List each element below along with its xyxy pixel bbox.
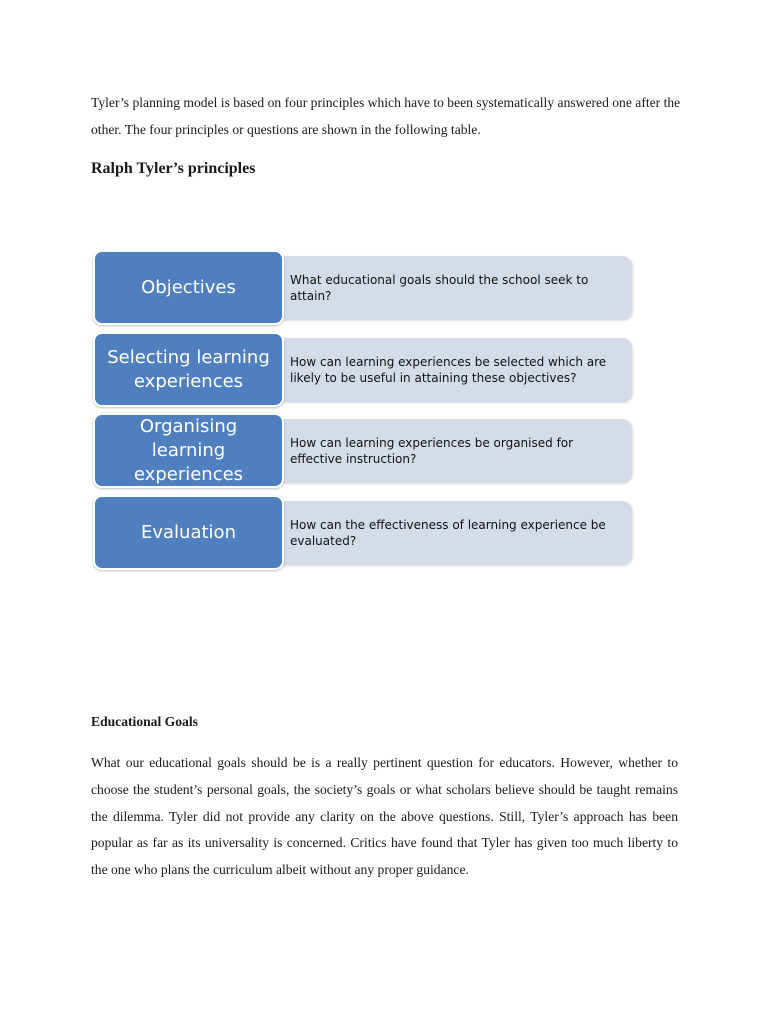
principle-question-objectives: What educational goals should the school seek to attain?	[270, 256, 632, 320]
principle-label-selecting: Selecting learning experiences	[93, 332, 284, 407]
principle-question-selecting: How can learning experiences be selected which are likely to be useful in attaining these objectives?	[270, 338, 632, 402]
intro-paragraph: Tyler’s planning model is based on four principles which have to been systematically answered one after the other. The four principles or questions are shown in the following table.	[91, 95, 681, 137]
educational-goals-heading: Educational Goals	[91, 714, 198, 729]
principles-heading: Ralph Tyler’s principles	[91, 160, 256, 177]
principle-label-objectives: Objectives	[93, 250, 284, 325]
principle-label-organising: Organising learning experiences	[93, 413, 284, 488]
principle-label-evaluation: Evaluation	[93, 495, 284, 570]
principle-question-evaluation: How can the effectiveness of learning experience be evaluated?	[270, 501, 632, 565]
principle-question-organising: How can learning experiences be organised for effective instruction?	[270, 419, 632, 483]
educational-goals-paragraph: What our educational goals should be is a really pertinent question for educators. However, whether to choose the student’s personal goals, the society’s goals or what scholars believe should be taught remains the dilemma. Tyler did not provide any clarity on the above questions. Still, Tyler’s approach has been popular as far as its universality is concerned. Critics have found that Tyler has given too much liberty to the one who plans the curriculum albeit without any proper guidance.	[91, 755, 678, 878]
